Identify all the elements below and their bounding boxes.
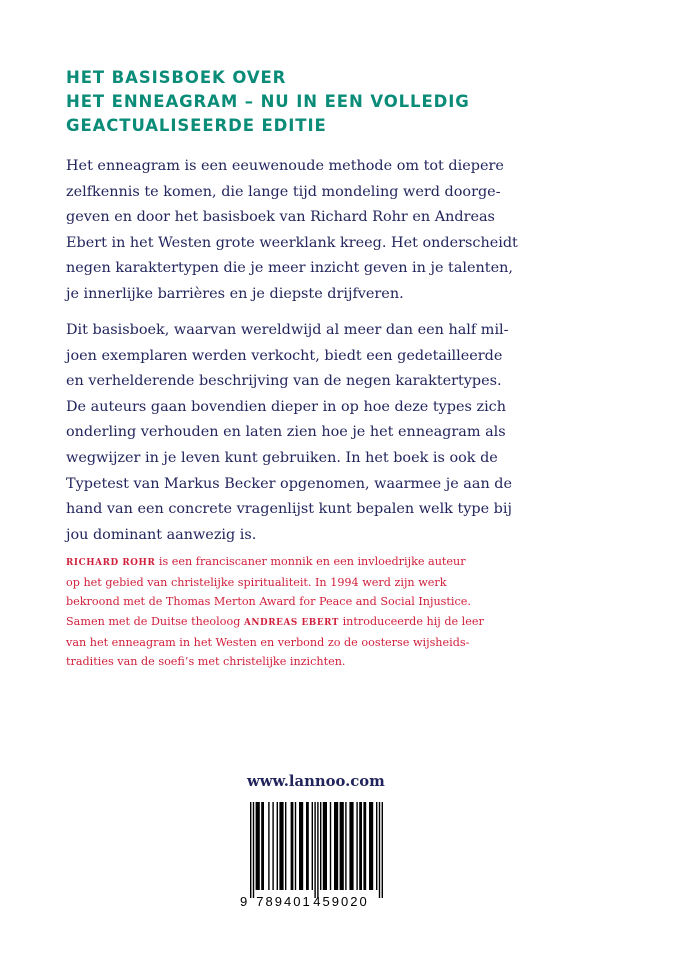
heading-line-1: HET BASISBOEK OVER <box>66 68 287 87</box>
barcode-bar <box>340 802 344 890</box>
bio-line-3: bekroond met de Thomas Merton Award for Peace and Social Injustice. <box>66 595 471 609</box>
barcode-bar <box>312 802 313 890</box>
barcode-bar <box>261 802 264 890</box>
back-cover-heading <box>66 66 626 138</box>
paragraph-line: je innerlijke barrières en je diepste drijfveren. <box>66 285 404 302</box>
barcode-digits-right: 459020 <box>313 894 369 908</box>
author-name-ebert: ANDREAS EBERT <box>243 617 340 628</box>
publisher-url[interactable]: www.lannoo.com <box>247 773 385 790</box>
barcode-bar <box>379 802 380 898</box>
barcode-bar <box>317 802 318 898</box>
barcode-bar <box>345 802 346 890</box>
description-paragraph-2 <box>66 318 626 548</box>
barcode-bar <box>272 802 273 890</box>
barcode-bar <box>363 802 366 890</box>
paragraph-line: jou dominant aanwezig is. <box>66 526 257 543</box>
barcode-bar <box>295 802 296 890</box>
barcode-bar <box>369 802 373 890</box>
barcode-bar <box>320 802 321 890</box>
barcode-bar <box>285 802 286 890</box>
barcode-bar <box>279 802 283 890</box>
paragraph-line: De auteurs gaan bovendien dieper in op hoe deze types zich <box>66 398 507 415</box>
paragraph-line: wegwijzer in je leven kunt gebruiken. In het boek is ook de <box>66 449 498 466</box>
barcode-bar <box>314 802 315 898</box>
paragraph-line: hand van een concrete vragenlijst kunt bepalen welk type bij <box>66 501 512 518</box>
barcode-bar <box>382 802 383 898</box>
paragraph-line: en verhelderende beschrijving van de negen karaktertypes. <box>66 373 502 390</box>
author-bio <box>66 552 626 671</box>
barcode-bars <box>250 802 383 898</box>
author-name-rohr: RICHARD ROHR <box>66 558 156 568</box>
bio-text: introduceerde hij de leer <box>339 614 484 628</box>
heading-line-2: HET ENNEAGRAM – NU IN EEN VOLLEDIG <box>66 92 470 111</box>
heading-line-3: GEACTUALISEERDE EDITIE <box>66 116 327 135</box>
bio-line-2: op het gebied van christelijke spiritualiteit. In 1994 werd zijn werk <box>66 576 447 590</box>
barcode-digits-left: 789401 <box>256 894 312 908</box>
paragraph-line: zelfkennis te komen, die lange tijd mondeling werd doorge- <box>66 183 501 200</box>
barcode-bar <box>356 802 357 890</box>
barcode-bar <box>268 802 269 890</box>
paragraph-line: Typetest van Markus Becker opgenomen, waarmee je aan de <box>66 475 513 492</box>
bio-line-1 <box>66 552 626 573</box>
description-paragraph-1 <box>66 154 626 308</box>
barcode-bar <box>253 802 254 898</box>
isbn-barcode <box>236 800 386 908</box>
paragraph-line: Dit basisboek, waarvan wereldwijd al meer dan een half mil- <box>66 322 509 338</box>
paragraph-line: Ebert in het Westen grote weerklank kreeg. Het onderscheidt <box>66 234 518 251</box>
barcode-bar <box>323 802 327 890</box>
bio-text: Samen met de Duitse theoloog <box>66 614 244 628</box>
barcode-bar <box>306 802 309 890</box>
barcode-digit-first: 9 <box>240 894 248 908</box>
bio-line-6: tradities van de soefi’s met christelijke inzichten. <box>66 655 346 669</box>
barcode-bar <box>359 802 362 890</box>
barcode-bar <box>250 802 251 898</box>
barcode-bar <box>291 802 294 890</box>
barcode-bar <box>299 802 303 890</box>
barcode-bar <box>349 802 353 890</box>
bio-line-4 <box>66 612 626 633</box>
paragraph-line: geven en door het basisboek van Richard Rohr en Andreas <box>66 209 495 226</box>
barcode-bar <box>256 802 260 890</box>
bio-line-5: van het enneagram in het Westen en verbond zo de oosterse wijsheids- <box>66 635 470 649</box>
paragraph-line: Het enneagram is een eeuwenoude methode om tot diepere <box>66 158 504 174</box>
paragraph-line: negen karaktertypen die je meer inzicht geven in je talenten, <box>66 260 513 277</box>
bio-text: is een franciscaner monnik en een invloedrijke auteur <box>155 555 466 568</box>
barcode-bar <box>277 802 278 890</box>
paragraph-line: onderling verhouden en laten zien hoe je het enneagram als <box>66 424 506 441</box>
barcode-bar <box>330 802 331 890</box>
barcode-bar <box>376 802 377 890</box>
paragraph-line: joen exemplaren werden verkocht, biedt een gedetailleerde <box>66 347 503 364</box>
barcode-bar <box>334 802 338 890</box>
